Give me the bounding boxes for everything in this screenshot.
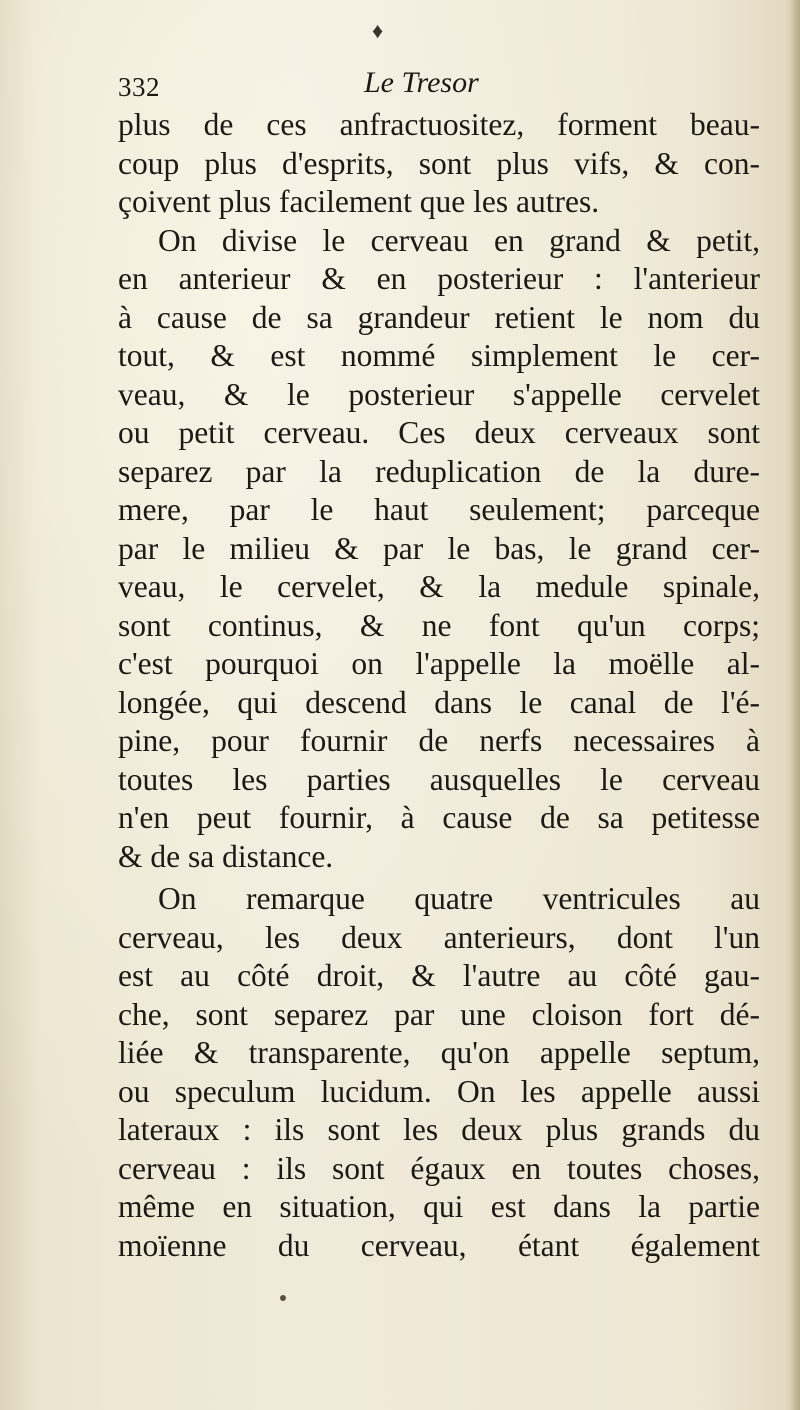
text-line: veau, & le posterieur s'appelle cervelet — [118, 376, 760, 412]
text-line: même en situation, qui est dans la partie — [118, 1189, 760, 1224]
text-line: est au côté droit, & l'autre au côté gau- — [118, 958, 760, 993]
text-line: longée, qui descend dans le canal de l'é- — [118, 684, 760, 720]
text-line: moïenne du cerveau, étant également — [118, 1227, 760, 1263]
text-line: coup plus d'esprits, sont plus vifs, & con- — [118, 145, 760, 181]
text-line: & de sa distance. — [118, 838, 334, 874]
text-line: n'en peut fournir, à cause de sa petitesse — [118, 800, 760, 835]
text-line: veau, le cervelet, & la medule spinale, — [118, 569, 760, 604]
ink-spot — [280, 1295, 286, 1301]
text-line: lateraux : ils sont les deux plus grands du — [118, 1112, 760, 1147]
running-title: Le Tresor — [364, 66, 479, 99]
text-line: separez par la reduplication de la dure- — [118, 453, 760, 489]
text-line: par le milieu & par le bas, le grand cer- — [118, 530, 760, 566]
text-line: ou petit cerveau. Ces deux cerveaux sont — [118, 415, 760, 450]
text-line: liée & transparente, qu'on appelle septum, — [118, 1035, 760, 1070]
text-line: çoivent plus facilement que les autres. — [118, 184, 600, 219]
text-line: tout, & est nommé simplement le cer- — [118, 338, 760, 373]
text-line: à cause de sa grandeur retient le nom du — [118, 299, 760, 335]
text-line: pine, pour fournir de nerfs necessaires à — [118, 723, 760, 758]
text-line: mere, par le haut seulement; parceque — [118, 492, 760, 527]
text-line: toutes les parties ausquelles le cerveau — [118, 761, 760, 797]
text-line: en anterieur & en posterieur : l'anterieur — [118, 261, 760, 296]
text-line: c'est pourquoi on l'appelle la moëlle al- — [118, 646, 760, 681]
page-header — [118, 66, 760, 110]
text-line: On divise le cerveau en grand & petit, — [158, 222, 760, 258]
text-line: che, sont separez par une cloison fort dé- — [118, 996, 760, 1032]
text-line: cerveau : ils sont égaux en toutes choses, — [118, 1150, 760, 1186]
text-line: cerveau, les deux anterieurs, dont l'un — [118, 919, 760, 955]
text-line: ou speculum lucidum. On les appelle aussi — [118, 1073, 760, 1109]
text-line: plus de ces anfractuositez, forment beau- — [118, 107, 760, 142]
text-line: sont continus, & ne font qu'un corps; — [118, 607, 760, 643]
printer-ornament: ♦ — [372, 18, 384, 43]
body-text — [118, 106, 760, 1265]
page-number: 332 — [118, 72, 160, 102]
text-line: On remarque quatre ventricules au — [158, 881, 760, 916]
page-edge-shadow — [786, 0, 800, 1410]
